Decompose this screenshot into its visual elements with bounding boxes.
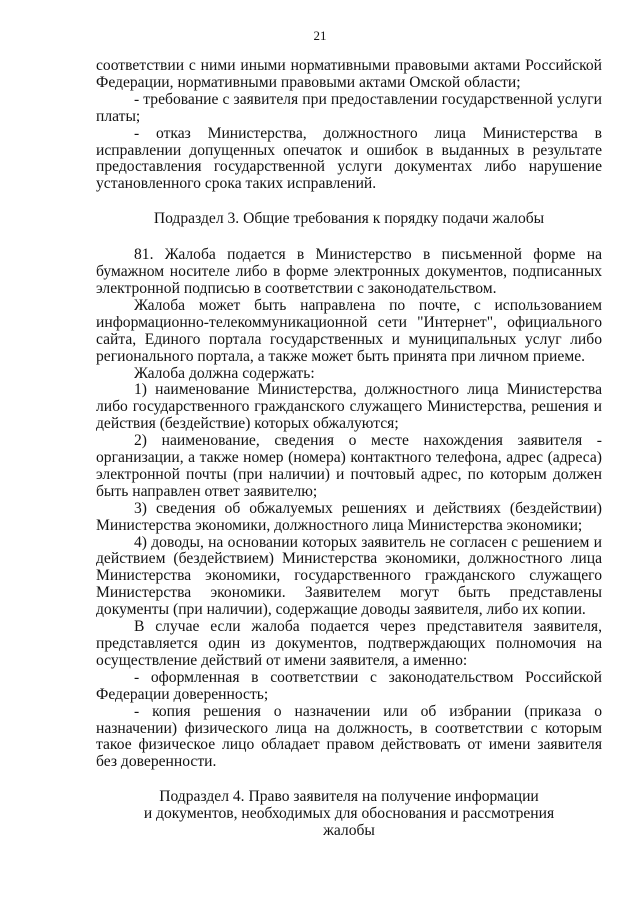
section-heading-line: жалобы (323, 822, 375, 840)
list-item: - копия решения о назначении или об избрании (приказа о назначении) физического лица на должность, в соответствии с которым такое физическое лицо обладает правом действовать от имени заявителя без доверенности. (96, 702, 602, 771)
list-item: 4) доводы, на основании которых заявитель не согласен с решением и действием (бездействием) Министерства экономики, должностного лица Министерства экономики, государственного гражданского служащего Министерства экономики. Заявителем могут быть представлены документы (при наличии), содержащие доводы заявителя, либо их копии. (96, 533, 602, 619)
paragraph: Жалоба может быть направлена по почте, с использованием информационно-телекоммуникационной сети "Интернет", официального сайта, Единого портала государственных и муниципальных услуг либо регионального портала, а также может быть принята при личном приеме. (96, 296, 602, 365)
list-item: - оформленная в соответствии с законодательством Российской Федерации доверенность; (96, 668, 602, 703)
paragraph: В случае если жалоба подается через представителя заявителя, представляется один из документов, подтверждающих полномочия на осуществление действий от имени заявителя, а именно: (96, 618, 602, 669)
paragraph: 81. Жалоба подается в Министерство в письменной форме на бумажном носителе либо в форме электронных документов, подписанных электронной подписью в соответствии с законодательством. (96, 246, 602, 297)
section-heading-line: и документов, необходимых для обоснования и рассмотрения (143, 805, 555, 823)
list-item: 3) сведения об обжалуемых решениях и действиях (бездействии) Министерства экономики, должностного лица Министерства экономики; (96, 499, 602, 534)
page-number: 21 (313, 28, 327, 43)
section-heading-line: Подраздел 4. Право заявителя на получение информации (159, 788, 539, 806)
list-item: 1) наименование Министерства, должностного лица Министерства либо государственного гражданского служащего Министерства, решения и действия (бездействие) которых обжалуются; (96, 381, 602, 433)
document-body (96, 58, 602, 840)
section-heading (96, 789, 602, 840)
paragraph: Жалоба должна содержать: (134, 364, 315, 382)
list-item: 2) наименование, сведения о месте нахождения заявителя - организации, а также номер (номера) контактного телефона, адрес (адреса) электронной почты (при наличии) и почтовый адрес, по которым должен быть направлен ответ заявителю; (96, 432, 602, 500)
paragraph: - требование с заявителя при предоставлении государственной услуги платы; (96, 90, 602, 125)
paragraph: - отказ Министерства, должностного лица Министерства в исправлении допущенных опечаток и ошибок в выданных в результате предоставления государственной услуги документах либо нарушение установленного срока таких исправлений. (96, 124, 602, 193)
section-heading: Подраздел 3. Общие требования к порядку подачи жалобы (153, 210, 545, 228)
paragraph: соответствии с ними иными нормативными правовыми актами Российской Федерации, нормативными правовыми актами Омской области; (96, 57, 602, 91)
